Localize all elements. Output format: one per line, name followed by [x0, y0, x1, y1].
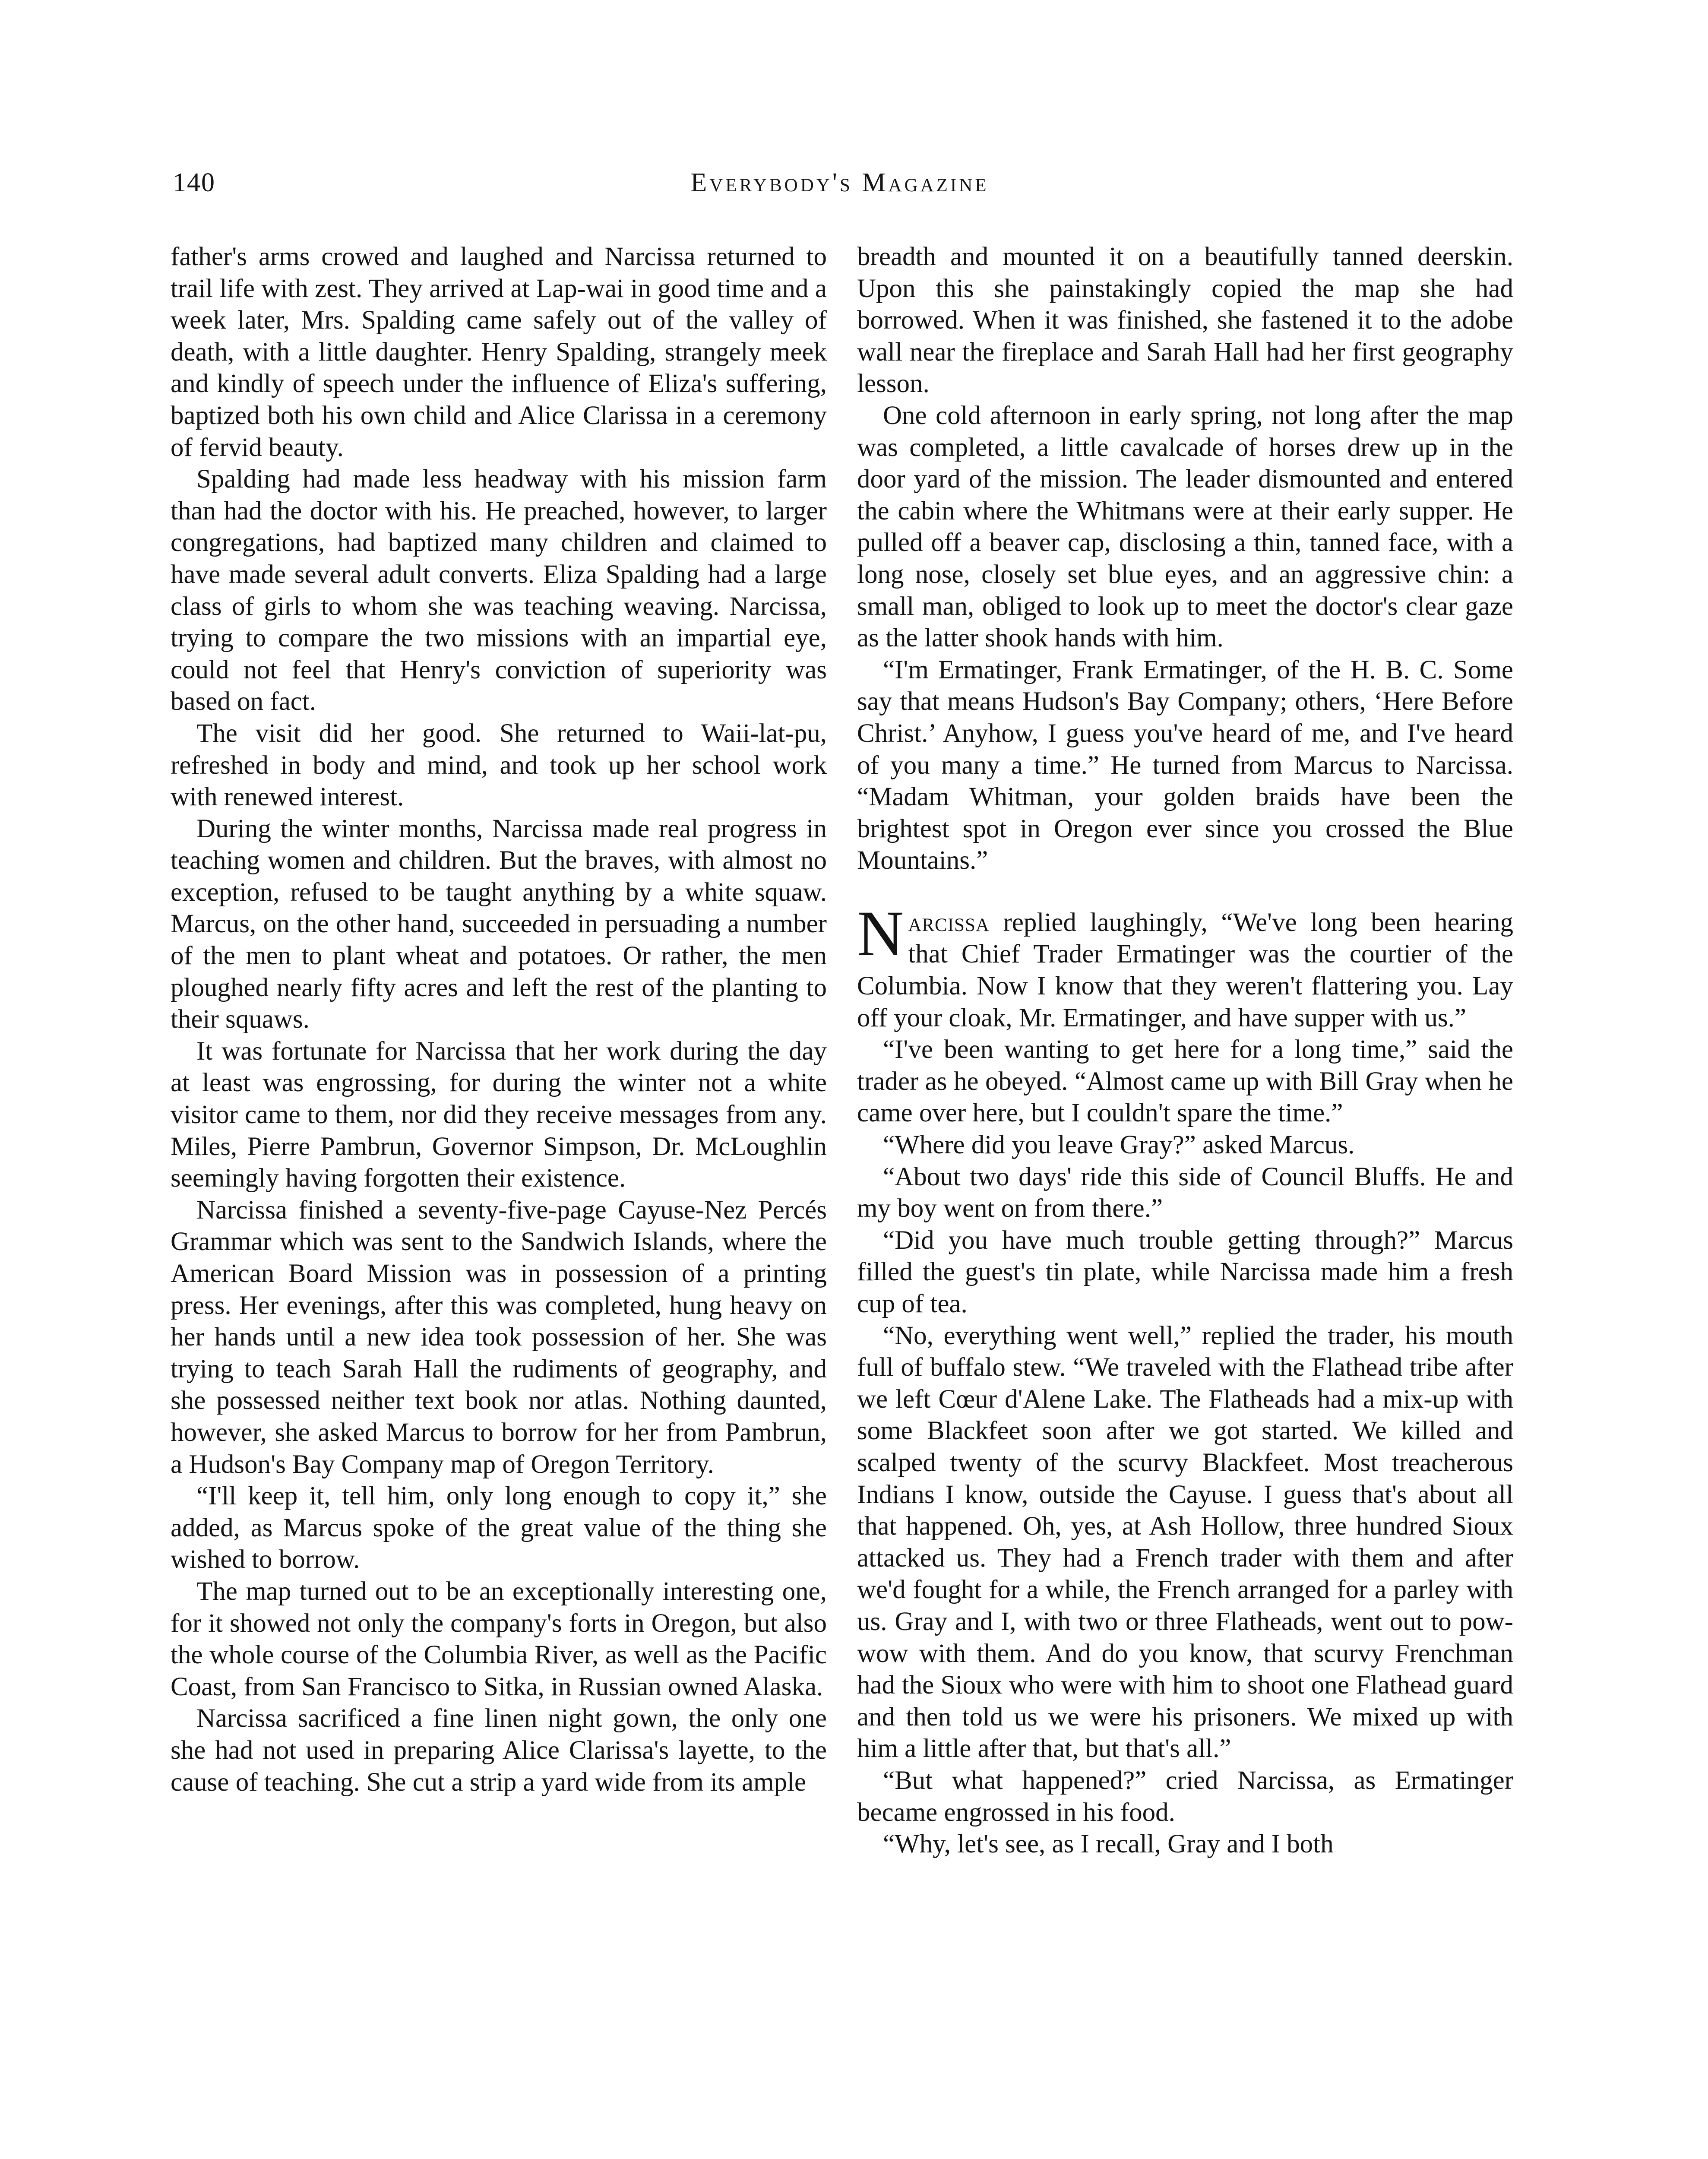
right-column [857, 241, 1513, 1860]
drop-cap: N [857, 897, 904, 969]
page-number: 140 [173, 168, 215, 197]
paragraph: Narcissa sacrificed a fine linen night gown, the only one she had not used in preparing Alice Clarissa's layette, to the cause of teaching. She cut a strip a yard wide from its ample [171, 1704, 827, 1797]
paragraph: “Where did you leave Gray?” asked Marcus. [883, 1130, 1355, 1160]
paragraph: breadth and mounted it on a beautifully tanned deerskin. Upon this she painstakingly copied the map she had borrowed. When it was finished, she fastened it to the adobe wall near the fireplace and Sarah Hall had her first geography lesson. [857, 242, 1513, 399]
paragraph: One cold afternoon in early spring, not long after the map was completed, a little cavalcade of horses drew up in the door yard of the mission. The leader dismounted and entered the cabin where the Whitmans were at their early supper. He pulled off a beaver cap, disclosing a thin, tanned face, with a long nose, closely set blue eyes, and an aggressive chin: a small man, obliged to look up to meet the doctor's clear gaze as the latter shook hands with him. [857, 401, 1513, 653]
small-caps-lead: arcissa [908, 908, 990, 937]
paragraph: “I'll keep it, tell him, only long enough to copy it,” she added, as Marcus spoke of the great value of the thing she wished to borrow. [171, 1482, 827, 1574]
paragraph: “Why, let's see, as I recall, Gray and I both [883, 1830, 1334, 1859]
running-head: Everybody's Magazine [690, 168, 989, 197]
paragraph: Spalding had made less headway with his mission farm than had the doctor with his. He preached, however, to larger congregations, had baptized many children and claimed to have made several adult converts. Eliza Spalding had a large class of girls to whom she was teaching weaving. Narcissa, trying to compare the two missions with an impartial eye, could not feel that Henry's conviction of superiority was based on fact. [171, 465, 827, 716]
paragraph: It was fortunate for Narcissa that her work during the day at least was engrossing, for during the winter not a white visitor came to them, nor did they receive messages from any. Miles, Pierre Pambrun, Governor Simpson, Dr. McLoughlin seemingly having forgotten their existence. [171, 1036, 827, 1193]
paragraph: “About two days' ride this side of Council Bluffs. He and my boy went on from there.” [857, 1162, 1513, 1223]
paragraph: father's arms crowed and laughed and Narcissa returned to trail life with zest. They arrived at Lap-wai in good time and a week later, Mrs. Spalding came safely out of the valley of death, with a little daughter. Henry Spalding, strangely meek and kindly of speech under the influence of Eliza's suffering, baptized both his own child and Alice Clarissa in a ceremony of fervid beauty. [171, 242, 827, 462]
paragraph: During the winter months, Narcissa made real progress in teaching women and children. But the braves, with almost no exception, refused to be taught anything by a white squaw. Marcus, on the other hand, succeeded in persuading a number of the men to plant wheat and potatoes. Or rather, the men ploughed nearly fifty acres and left the rest of the planting to their squaws. [171, 814, 827, 1034]
page-header [173, 168, 1507, 206]
paragraph: Narcissa finished a seventy-five-page Cayuse-Nez Percés Grammar which was sent to the Sandwich Islands, where the American Board Mission was in possession of a printing press. Her evenings, after this was completed, hung heavy on her hands until a new idea took possession of her. She was trying to teach Sarah Hall the rudiments of geography, and she possessed neither text book nor atlas. Nothing daunted, however, she asked Marcus to borrow for her from Pambrun, a Hudson's Bay Company map of Oregon Territory. [171, 1195, 827, 1479]
paragraph-text: replied laughingly, “We've long been hearing that Chief Trader Ermatinger was the courtier of the Columbia. Now I know that they weren't flattering you. Lay off your cloak, Mr. Ermatinger, and have supper with us.” [857, 908, 1513, 1032]
left-column [171, 241, 827, 1798]
paragraph: “I'm Ermatinger, Frank Ermatinger, of the H. B. C. Some say that means Hudson's Bay Company; others, ‘Here Before Christ.’ Anyhow, I guess you've heard of me, and I've heard of you many a time.” He turned from Marcus to Narcissa. “Madam Whitman, your golden braids have been the brightest spot in Oregon ever since you crossed the Blue Mountains.” [857, 655, 1513, 875]
paragraph: The map turned out to be an exceptionally interesting one, for it showed not only the company's forts in Oregon, but also the whole course of the Columbia River, as well as the Pacific Coast, from San Francisco to Sitka, in Russian owned Alaska. [171, 1577, 827, 1701]
paragraph: “But what happened?” cried Narcissa, as Ermatinger became engrossed in his food. [857, 1766, 1513, 1827]
paragraph: The visit did her good. She returned to Waii-lat-pu, refreshed in body and mind, and took up her school work with renewed interest. [171, 719, 827, 812]
section-opening-paragraph [857, 897, 1513, 1034]
paragraph: “I've been wanting to get here for a long time,” said the trader as he obeyed. “Almost came up with Bill Gray when he came over here, but I couldn't spare the time.” [857, 1035, 1513, 1128]
paragraph: “No, everything went well,” replied the trader, his mouth full of buffalo stew. “We traveled with the Flathead tribe after we left Cœur d'Alene Lake. The Flatheads had a mix-up with some Blackfeet soon after we got started. We killed and scalped twenty of the scurvy Blackfeet. Most treacherous Indians I know, outside the Cayuse. I guess that's about all that happened. Oh, yes, at Ash Hollow, three hundred Sioux attacked us. They had a French trader with them and after we'd fought for a while, the French arranged for a parley with us. Gray and I, with two or three Flatheads, went out to pow-wow with them. And do you know, that scurvy Frenchman had the Sioux who were with him to shoot one Flathead guard and then told us we were his prisoners. We mixed up with him a little after that, but that's all.” [857, 1321, 1513, 1763]
paragraph: “Did you have much trouble getting through?” Marcus filled the guest's tin plate, while Narcissa made him a fresh cup of tea. [857, 1225, 1513, 1318]
